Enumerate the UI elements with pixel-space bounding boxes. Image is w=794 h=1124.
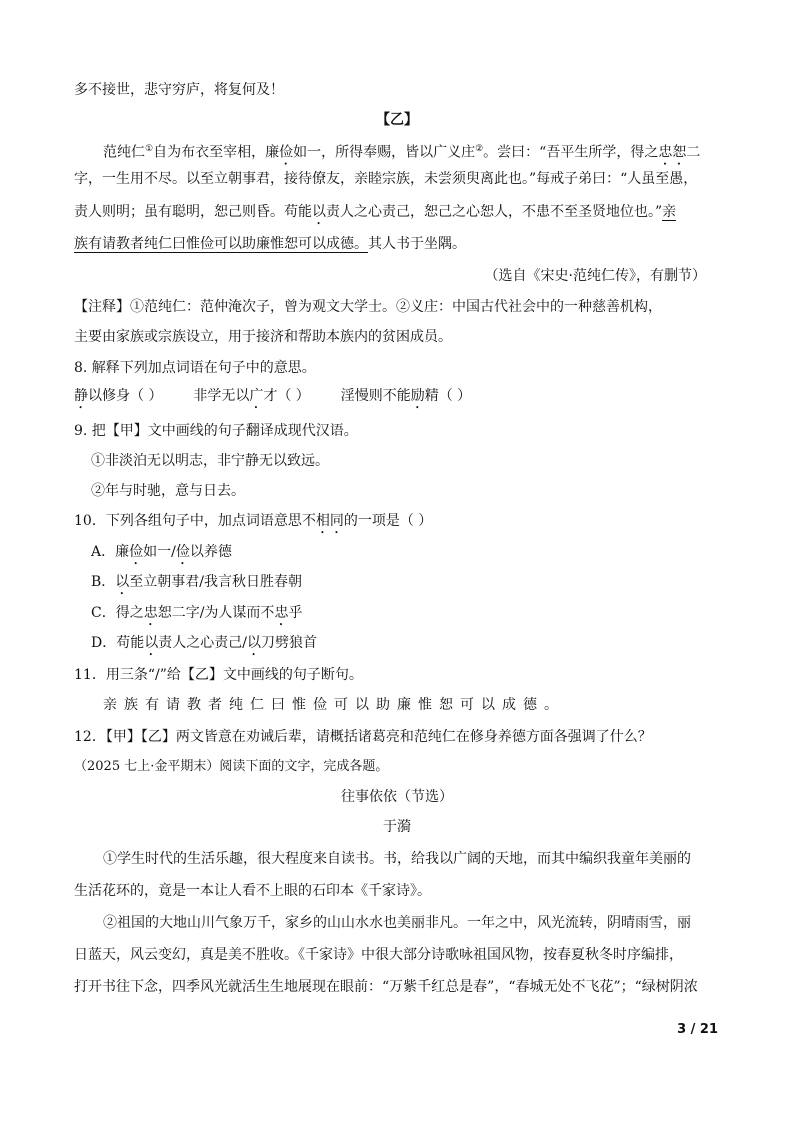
question-8-items: 静以修身（ ） 非学无以广才（ ） 淫慢则不能励精（ ） xyxy=(74,388,472,404)
footnote-marker: ② xyxy=(475,144,484,154)
paragraph-line: 打开书往下念，四季风光就活生生地展现在眼前：“万紫千红总是春”，“春城无处不飞花”；“绿树阴浓 xyxy=(74,979,698,995)
question-11: 11．用三条“/”给【乙】文中画线的句子断句。 xyxy=(74,667,363,683)
footnote-marker: ① xyxy=(145,144,154,154)
notes-line: 【注释】①范纯仁：范仲淹次子，曾为观文大学士。②义庄：中国古代社会中的一种慈善机构， xyxy=(74,299,662,315)
text-line: 范纯仁①自为布衣至宰相，廉俭如一，所得奉赐，皆以广义庄②。尝曰：“吾平生所学，得之忠恕二 xyxy=(103,144,701,161)
source-citation: （选自《宋史·范纯仁传》，有删节） xyxy=(484,268,706,284)
paragraph-line: ②祖国的大地山川气象万千，家乡的山山水水也美丽非凡。一年之中，风光流转，阴晴雨雪，丽 xyxy=(103,915,691,931)
article-title: 往事依依（节选） xyxy=(341,789,453,805)
option-b: B．以至立朝事君/我言秋日胜春朝 xyxy=(91,574,303,590)
option-a: A．廉俭如一/俭以养德 xyxy=(91,544,232,560)
text-line: 族有请教者纯仁曰惟俭可以助廉惟恕可以成德。其人书于坐隅。 xyxy=(74,236,466,252)
notes-line: 主要由家族或宗族设立，用于接济和帮助本族内的贫困成员。 xyxy=(74,329,452,345)
paragraph-line: 生活花环的，竟是一本让人看不上眼的石印本《千家诗》。 xyxy=(74,883,431,899)
paragraph-line: ①学生时代的生活乐趣，很大程度来自读书。书，给我以广阔的天地，而其中编织我童年美丽的 xyxy=(103,851,691,867)
text-line: 责人则明；虽有聪明，恕己则昏。苟能以责人之心责己，恕己之心恕人，不患不至圣贤地位也。”亲 xyxy=(74,204,677,220)
option-d: D．苟能以责人之心责己/以刀劈狼首 xyxy=(91,635,317,651)
question-12: 12．【甲】【乙】两文皆意在劝诫后辈，请概括诸葛亮和范纯仁在修身养德方面各强调了什么？ xyxy=(74,729,652,745)
question-9-item: ①非淡泊无以明志，非宁静无以致远。 xyxy=(91,453,329,469)
section-heading-yi: 【乙】 xyxy=(376,112,418,128)
text-line: 字，一生用不尽。以至立朝事君，接待僚友，亲睦宗族，未尝须臾离此也。”每戒子弟曰：“人虽至愚， xyxy=(74,171,698,187)
paragraph-line: 日蓝天，风云变幻，真是美不胜收。《千家诗》中很大部分诗歌咏祖国风物，按春夏秋冬时序编排， xyxy=(74,947,683,963)
question-9-item: ②年与时驰，意与日去。 xyxy=(91,483,245,499)
page-number: 3 / 21 xyxy=(677,1022,718,1037)
question-9: 9. 把【甲】文中画线的句子翻译成现代汉语。 xyxy=(74,423,358,439)
question-8: 8. 解释下列加点词语在句子中的意思。 xyxy=(74,360,316,376)
article-author: 于漪 xyxy=(383,819,411,835)
underlined-sentence: 族有请教者纯仁曰惟俭可以助廉惟恕可以成德。 xyxy=(74,236,368,252)
reading-intro: （2025 七上·金平期末）阅读下面的文字，完成各题。 xyxy=(74,759,389,774)
text-line: 多不接世，悲守穷庐，将复何及！ xyxy=(74,82,284,98)
question-10: 10．下列各组句子中，加点词语意思不相同的一项是（ ） xyxy=(74,513,433,529)
option-c: C．得之忠恕二字/为人谋而不忠乎 xyxy=(91,605,303,621)
question-11-text: 亲族有请教者纯仁曰惟俭可以助廉惟恕可以成德。 xyxy=(103,697,565,713)
